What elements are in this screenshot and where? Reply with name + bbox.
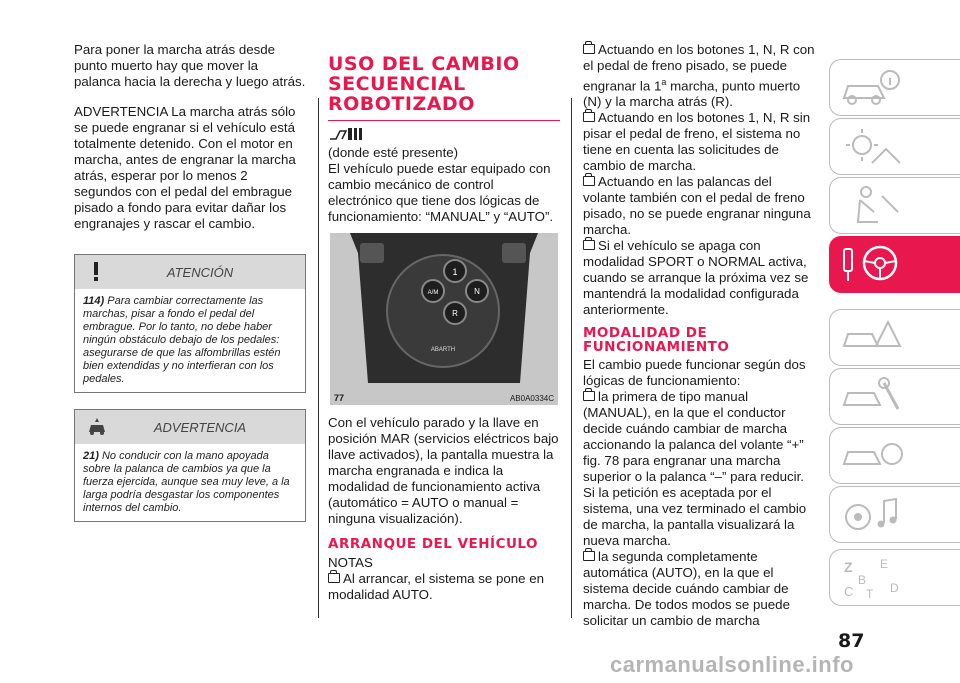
svg-text:D: D [890,581,899,595]
bullet-item: Actuando en los botones 1, N, R con el pedal de freno pisado, se puede engranar la 1$^a$ marcha, punto muerto (N) y la marcha atrás (R). [583,42,815,110]
attention-box [74,254,306,393]
bullet-item: la segunda completamente automática (AUTO), en la que el sistema decide cuándo cambiar de marcha. De todos modos se puede solicitar un cambio de marcha [583,549,790,629]
column-divider [318,98,319,618]
bullet-item: Actuando en las palancas del volante también con el pedal de freno pisado, no se puede engranar ninguna marcha. [583,174,811,238]
subsection-heading: MODALIDAD DE FUNCIONAMIENTO [583,325,730,356]
note-number: 21) [83,450,99,462]
note-number: 114) [83,295,105,307]
paragraph-intro: El vehículo puede estar equipado con cambio mecánico de control electrónico que tiene dos lógicas de funcionamiento: “MANUAL” y “AUTO”. [328,161,554,224]
advertencia-box-header [75,410,305,444]
column-1 [74,42,306,522]
svg-text:B: B [858,573,867,587]
tab-multimedia[interactable] [829,486,960,543]
brand-label: ABARTH [430,347,456,353]
paragraph-display: Con el vehículo parado y la llave en posición MAR (servicios eléctricos bajo llave activados), la pantalla muestra la marcha engranada e indica la modalidad de funcionamiento activa (automático = AUTO o manual = ninguna visualización). [328,415,559,526]
svg-text:E: E [880,557,889,571]
bullet-item: la primera de tipo manual (MANUAL), en la que el conductor decide cuándo cambiar de marcha accionando la palanca del volante “+” fig. 78 para engranar una marcha superior o la palanca “–” para reducir. Si la petición es aceptada por el sistema, una vez terminado el cambio de marcha, la pantalla visualizará la nueva marcha. [583,389,807,549]
svg-text:T: T [866,587,874,600]
note-text: Para cambiar correctamente las marchas, pisar a fondo el pedal del embrague. Por lo tanto, no debe haber ningún obstáculo debajo de los pedales: asegurarse de que las alfombrillas estén bien extendidas y no interfieran con los pedales. [83,295,281,385]
advertencia-box [74,409,306,522]
column-2 [328,40,560,603]
notes-label: NOTAS [328,555,373,570]
key-steering-icon [838,241,908,287]
button-n-label: N [474,287,480,296]
technical-data-icon [838,432,908,478]
bullet-icon [583,44,595,54]
bullet-icon [583,391,595,401]
button-am-label: A/M [427,290,439,296]
warning-car-icon [838,314,908,360]
attention-box-title: ATENCIÓN [166,265,234,280]
maintenance-icon [838,373,908,419]
availability-note: (donde esté presente) [328,145,459,160]
bullet-icon [583,112,595,122]
watermark: carmanualsonline.info [610,652,854,677]
figure-code: AB0A0334C [509,394,554,403]
bullet-icon [583,176,595,186]
bullet-icon [583,240,595,250]
index-icon [838,554,908,600]
bullet-icon [328,573,340,583]
gearbox-figure [330,233,558,405]
bullet-item: Al arrancar, el sistema se pone en modalidad AUTO. [328,571,545,602]
tab-safety[interactable] [829,177,960,234]
car-info-icon [838,64,908,110]
paragraph-modes: El cambio puede funcionar según dos lógicas de funcionamiento: [583,357,806,389]
figure-number: 77 [334,393,345,403]
paragraph-advertencia: ADVERTENCIA La marcha atrás sólo se puede engranar si el vehículo está totalmente detenido. Con el motor en marcha, antes de engranar la marcha atrás, esperar por lo menos 2 segundos con el pedal del embrague pisado a fondo para evitar dañar los engranajes y rascar el cambio. [74,104,296,231]
tab-dashboard[interactable] [829,118,960,175]
bullet-item: Actuando en los botones 1, N, R sin pisar el pedal de freno, el sistema no tiene en cuenta las solicitudes de cambio de marcha. [583,110,811,174]
button-r-label: R [452,309,458,318]
equipment-icon [328,125,364,143]
multimedia-icon [838,491,908,537]
page-number: 87 [838,630,865,652]
tab-emergency[interactable] [829,309,960,366]
subsection-heading: ARRANQUE DEL VEHÍCULO [328,536,539,552]
dashboard-lights-icon [838,123,908,169]
column-3 [583,42,815,629]
advertencia-box-title: ADVERTENCIA [153,420,247,435]
svg-text:Z: Z [844,559,853,575]
gear-selector-illustration [330,233,558,405]
advertencia-box-body [75,444,305,521]
button-1-label: 1 [452,267,458,277]
tab-starting-driving[interactable] [829,236,960,293]
seat-safety-icon [838,182,908,228]
tab-technical-data[interactable] [829,427,960,484]
section-heading: USO DEL CAMBIO SECUENCIAL ROBOTIZADO [328,54,560,121]
bullet-item: Si el vehículo se apaga con modalidad SPORT o NORMAL activa, cuando se arranque la próxima vez se mantendrá la modalidad configurada anteriormente. [583,238,809,318]
bullet-icon [583,551,595,561]
paragraph-reverse-gear: Para poner la marcha atrás desde punto muerto hay que mover la palanca hacia la derecha y luego atrás. [74,42,306,89]
svg-text:C: C [844,584,854,599]
column-divider [571,98,572,618]
tab-car-info[interactable] [829,59,960,116]
tab-maintenance[interactable] [829,368,960,425]
attention-box-body [75,289,305,392]
note-text: No conducir con la mano apoyada sobre la palanca de cambios ya que la fuerza ejercida, aunque sea muy leve, a la larga podría desgastar los componentes internos del cambio. [83,450,290,514]
attention-box-header [75,255,305,289]
tab-index[interactable] [829,549,960,606]
